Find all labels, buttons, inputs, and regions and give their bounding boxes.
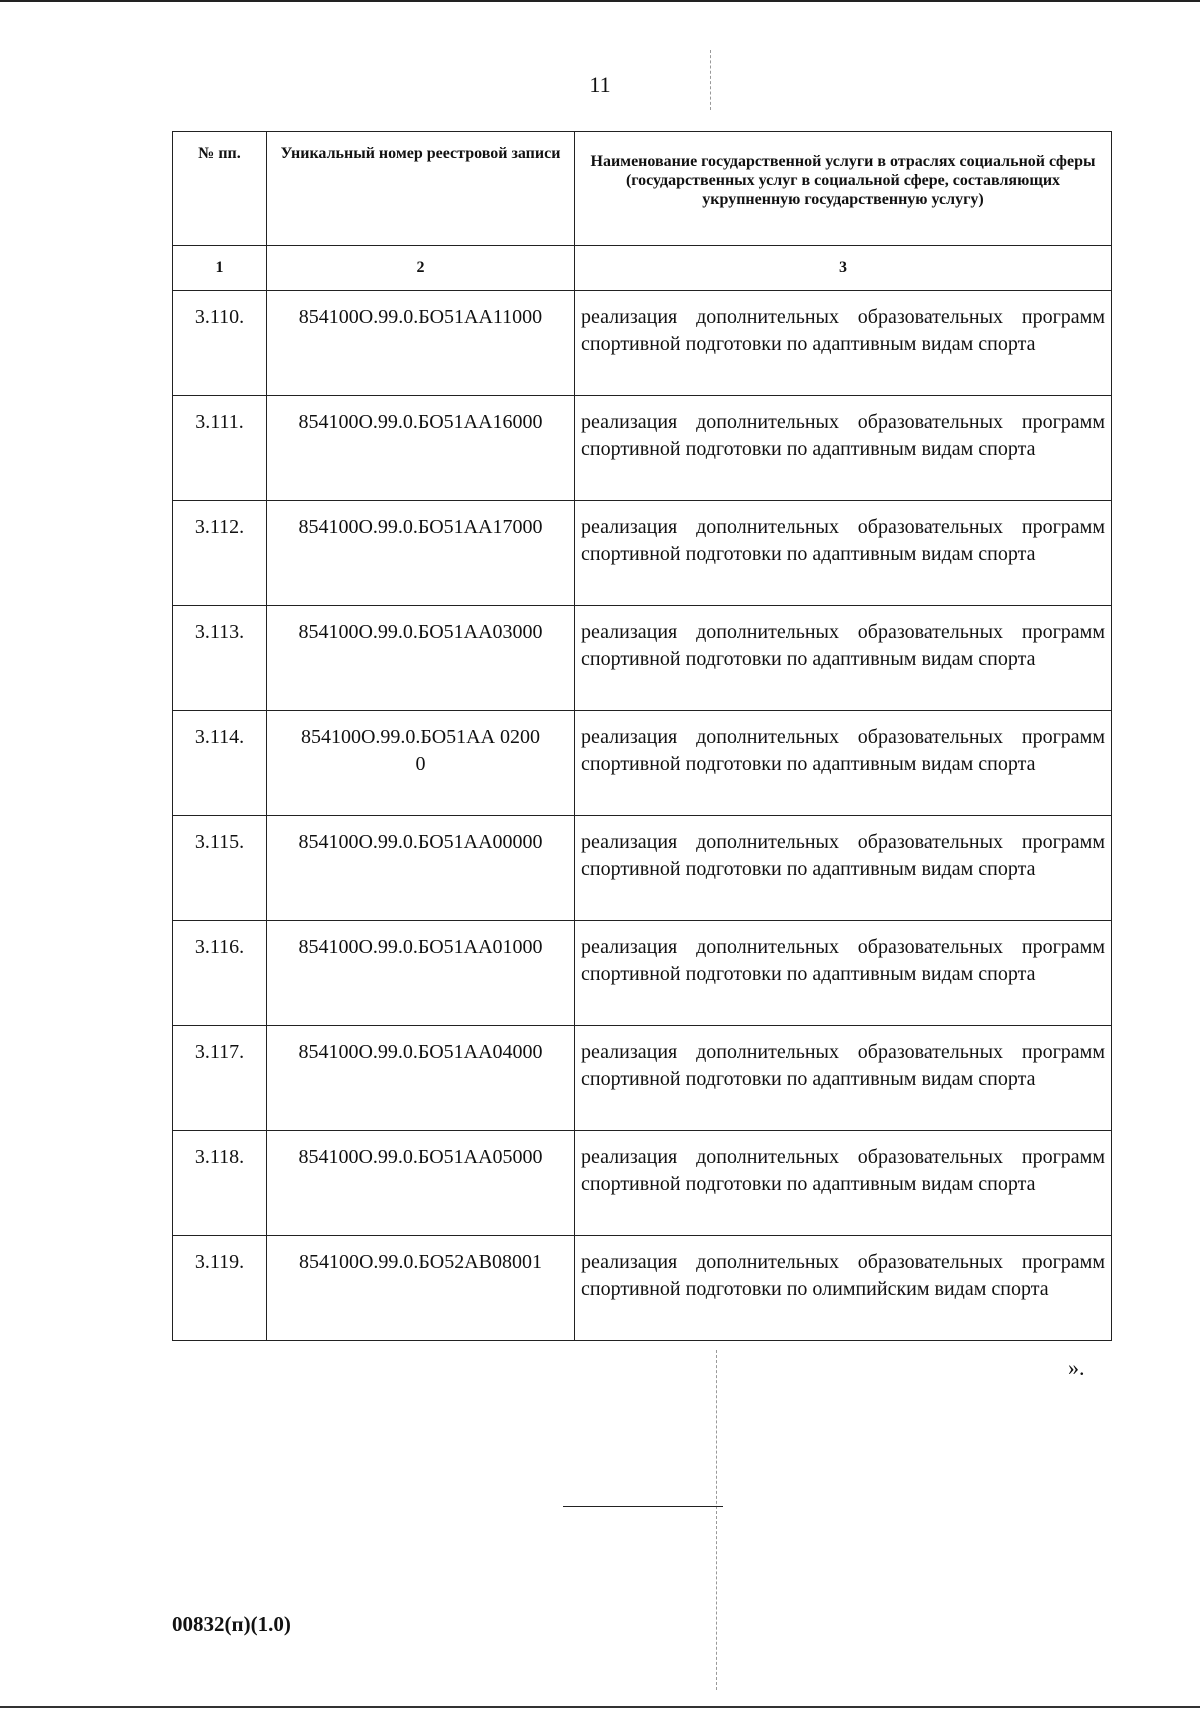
header-registry-code: Уникальный номер реестровой записи (267, 132, 575, 246)
registry-code: 854100О.99.0.БО51АА04000 (267, 1026, 575, 1131)
registry-code: 854100О.99.0.БО51АА01000 (267, 921, 575, 1026)
row-number: 3.118. (173, 1131, 267, 1236)
table-row (173, 1236, 1112, 1341)
row-number: 3.116. (173, 921, 267, 1026)
column-number: 2 (267, 246, 575, 291)
row-number: 3.117. (173, 1026, 267, 1131)
registry-code: 854100О.99.0.БО52АВ08001 (267, 1236, 575, 1341)
scan-edge-top (0, 0, 1200, 2)
row-number: 3.110. (173, 291, 267, 396)
page-number: 11 (589, 72, 611, 97)
scan-artifact-line (710, 50, 712, 110)
scan-artifact-line (716, 1350, 718, 1690)
row-number: 3.111. (173, 396, 267, 501)
service-name: реализация дополнительных образовательных программ спортивной подготовки по олимпийским видам спорта (575, 1236, 1112, 1341)
registry-code: 854100О.99.0.БО51АА03000 (267, 606, 575, 711)
service-name: реализация дополнительных образовательных программ спортивной подготовки по адаптивным видам спорта (575, 711, 1112, 816)
table-row (173, 501, 1112, 606)
registry-code: 854100О.99.0.БО51АА 02000 (267, 711, 575, 816)
row-number: 3.114. (173, 711, 267, 816)
table-row (173, 606, 1112, 711)
service-name: реализация дополнительных образовательных программ спортивной подготовки по адаптивным видам спорта (575, 501, 1112, 606)
table-row (173, 711, 1112, 816)
service-name: реализация дополнительных образовательных программ спортивной подготовки по адаптивным видам спорта (575, 816, 1112, 921)
table-row (173, 1131, 1112, 1236)
registry-code: 854100О.99.0.БО51АА05000 (267, 1131, 575, 1236)
registry-code: 854100О.99.0.БО51АА11000 (267, 291, 575, 396)
table-header-row (173, 132, 1112, 246)
column-number: 3 (575, 246, 1112, 291)
service-name: реализация дополнительных образовательных программ спортивной подготовки по адаптивным видам спорта (575, 921, 1112, 1026)
row-number: 3.112. (173, 501, 267, 606)
service-name: реализация дополнительных образовательных программ спортивной подготовки по адаптивным видам спорта (575, 396, 1112, 501)
footer-rule (563, 1506, 723, 1507)
service-name: реализация дополнительных образовательных программ спортивной подготовки по адаптивным видам спорта (575, 1026, 1112, 1131)
service-name: реализация дополнительных образовательных программ спортивной подготовки по адаптивным видам спорта (575, 606, 1112, 711)
service-name: реализация дополнительных образовательных программ спортивной подготовки по адаптивным видам спорта (575, 291, 1112, 396)
header-number: № пп. (173, 132, 267, 246)
closing-quote: ». (1068, 1355, 1085, 1380)
header-service-name: Наименование государственной услуги в отраслях социальной сферы (государственных услуг в социальной сфере, составляющих укрупненную государственную услугу) (575, 132, 1112, 246)
scan-edge-bottom (0, 1706, 1200, 1708)
row-number: 3.119. (173, 1236, 267, 1341)
registry-code: 854100О.99.0.БО51АА16000 (267, 396, 575, 501)
service-name: реализация дополнительных образовательных программ спортивной подготовки по адаптивным видам спорта (575, 1131, 1112, 1236)
table-row (173, 291, 1112, 396)
registry-code: 854100О.99.0.БО51АА00000 (267, 816, 575, 921)
row-number: 3.115. (173, 816, 267, 921)
row-number: 3.113. (173, 606, 267, 711)
registry-table (172, 131, 1112, 1341)
table-row (173, 921, 1112, 1026)
column-numbers-row (173, 246, 1112, 291)
registry-code: 854100О.99.0.БО51АА17000 (267, 501, 575, 606)
table-row (173, 816, 1112, 921)
table-row (173, 1026, 1112, 1131)
column-number: 1 (173, 246, 267, 291)
document-code: 00832(п)(1.0) (172, 1612, 291, 1636)
table-row (173, 396, 1112, 501)
